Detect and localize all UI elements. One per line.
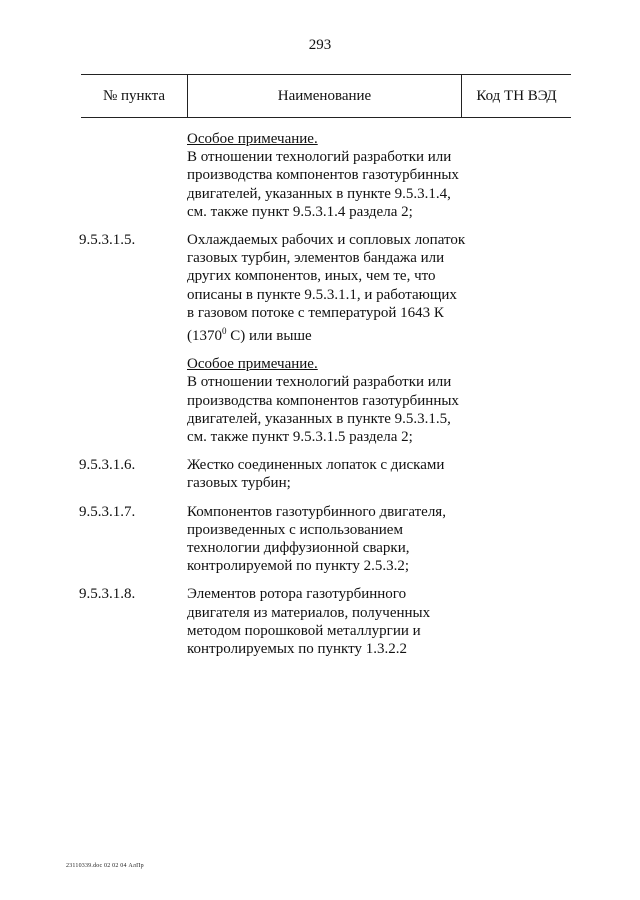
note-text: В отношении технологий разработки или производства компонентов газотурбинных двигателей, указанных в пункте 9.5.3.1.5, см. также пункт 9.5.3.1.5 раздела 2; [187,374,459,446]
table-row [0,231,640,355]
item-text [187,231,467,355]
header-code: Код ТН ВЭД [476,88,557,104]
footer-doc-id: 23110339.doc 02 02 04 АлПр [66,863,144,869]
degree-superscript: 0 [222,326,227,337]
item-text: Компонентов газотурбинного двигателя, произведенных с использованием технологии диффузионной сварки, контролируемой по пункту 2.5.3.2; [187,503,446,575]
item-text-tail: С) или выше [226,328,312,345]
note-row [0,355,640,456]
table-row [0,585,640,668]
note-title: Особое примечание. [187,356,318,373]
note-text: В отношении технологий разработки или производства компонентов газотурбинных двигателей, указанных в пункте 9.5.3.1.4, см. также пункт 9.5.3.1.4 раздела 2; [187,149,459,220]
header-name: Наименование [187,75,462,117]
item-text: Элементов ротора газотурбинного двигателя из материалов, полученных методом порошковой металлургии и контролируемых по пункту 1.3.2.2 [187,586,431,658]
table-row [0,456,640,502]
item-text: Жестко соединенных лопаток с дисками газовых турбин; [187,457,445,492]
table-body [0,130,640,668]
page-number: 293 [308,37,332,53]
item-text-main: Охлаждаемых рабочих и сопловых лопаток газовых турбин, элементов бандажа или других компонентов, иных, чем те, что описаны в пункте 9.5.3.1.1, и работающих в газовом потоке с температурой 1643 К (1370 [187,232,466,345]
note-cell [187,130,467,231]
table-header [81,74,571,118]
note-title: Особое примечание. [187,131,318,147]
item-number: 9.5.3.1.8. [79,586,136,603]
item-number: 9.5.3.1.6. [79,457,136,474]
item-number: 9.5.3.1.5. [79,232,136,249]
header-item-number: № пункта [102,88,166,104]
table-row [0,503,640,586]
note-cell [187,355,467,456]
note-row [0,130,640,231]
item-number: 9.5.3.1.7. [79,503,136,520]
